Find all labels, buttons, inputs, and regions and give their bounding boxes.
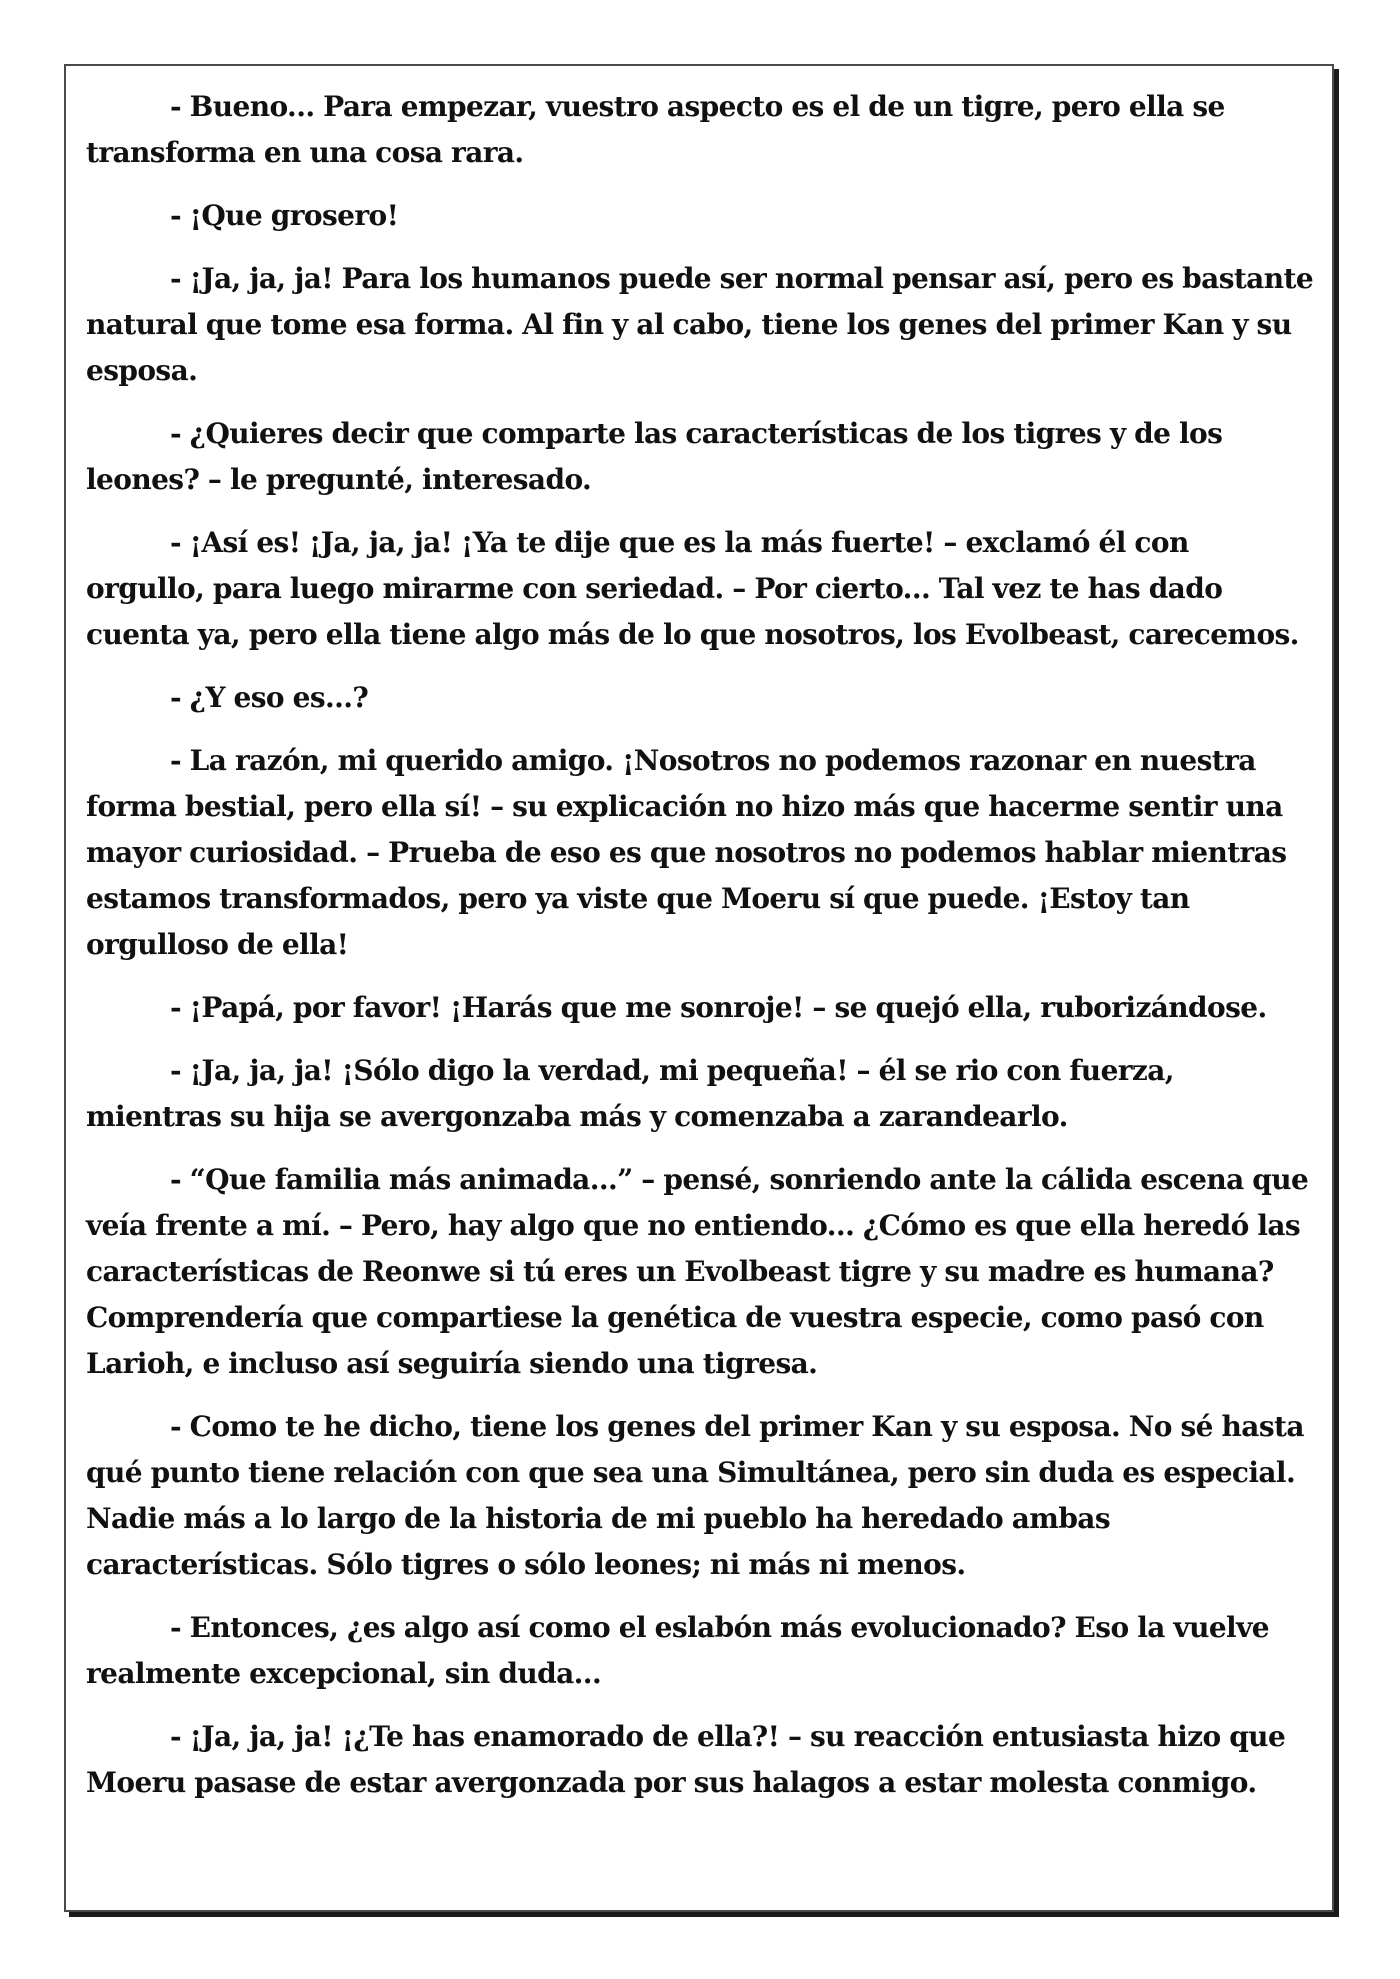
paragraph: - ¡Papá, por favor! ¡Harás que me sonroje! – se quejó ella, ruborizándose. xyxy=(170,991,1267,1024)
text-body xyxy=(86,84,1314,1823)
paragraph: - “Que familia más animada...” – pensé, sonriendo ante la cálida escena que veía frente a mí. – Pero, hay algo que no entiendo... ¿Cómo es que ella heredó las características de Reonwe si tú eres un Evolbeast tigre y su madre es humana? Comprendería que compartiese la genética de vuestra especie, como pasó con Larioh, e incluso así seguiría siendo una tigresa. xyxy=(86,1163,1309,1380)
paragraph: - ¡Que grosero! xyxy=(170,199,399,232)
paragraph: - ¡Ja, ja, ja! ¡¿Te has enamorado de ella?! – su reacción entusiasta hizo que Moeru pasase de estar avergonzada por sus halagos a estar molesta conmigo. xyxy=(86,1720,1286,1799)
paragraph: - ¿Y eso es...? xyxy=(170,681,369,714)
page-frame xyxy=(64,64,1334,1912)
paragraph: - ¿Quieres decir que comparte las características de los tigres y de los leones? – le pregunté, interesado. xyxy=(86,417,1223,496)
paragraph: - La razón, mi querido amigo. ¡Nosotros no podemos razonar en nuestra forma bestial, pero ella sí! – su explicación no hizo más que hacerme sentir una mayor curiosidad. – Prueba de eso es que nosotros no podemos hablar mientras estamos transformados, pero ya viste que Moeru sí que puede. ¡Estoy tan orgulloso de ella! xyxy=(86,744,1287,961)
paragraph: - Entonces, ¿es algo así como el eslabón más evolucionado? Eso la vuelve realmente excepcional, sin duda... xyxy=(86,1611,1269,1690)
paragraph: - Como te he dicho, tiene los genes del primer Kan y su esposa. No sé hasta qué punto tiene relación con que sea una Simultánea, pero sin duda es especial. Nadie más a lo largo de la historia de mi pueblo ha heredado ambas características. Sólo tigres o sólo leones; ni más ni menos. xyxy=(86,1410,1304,1581)
paragraph: - Bueno... Para empezar, vuestro aspecto es el de un tigre, pero ella se transforma en una cosa rara. xyxy=(86,90,1225,169)
paragraph: - ¡Ja, ja, ja! ¡Sólo digo la verdad, mi pequeña! – él se rio con fuerza, mientras su hija se avergonzaba más y comenzaba a zarandearlo. xyxy=(86,1054,1174,1133)
paragraph: - ¡Así es! ¡Ja, ja, ja! ¡Ya te dije que es la más fuerte! – exclamó él con orgullo, para luego mirarme con seriedad. – Por cierto... Tal vez te has dado cuenta ya, pero ella tiene algo más de lo que nosotros, los Evolbeast, carecemos. xyxy=(86,526,1299,651)
paragraph: - ¡Ja, ja, ja! Para los humanos puede ser normal pensar así, pero es bastante natural que tome esa forma. Al fin y al cabo, tiene los genes del primer Kan y su esposa. xyxy=(86,262,1314,387)
